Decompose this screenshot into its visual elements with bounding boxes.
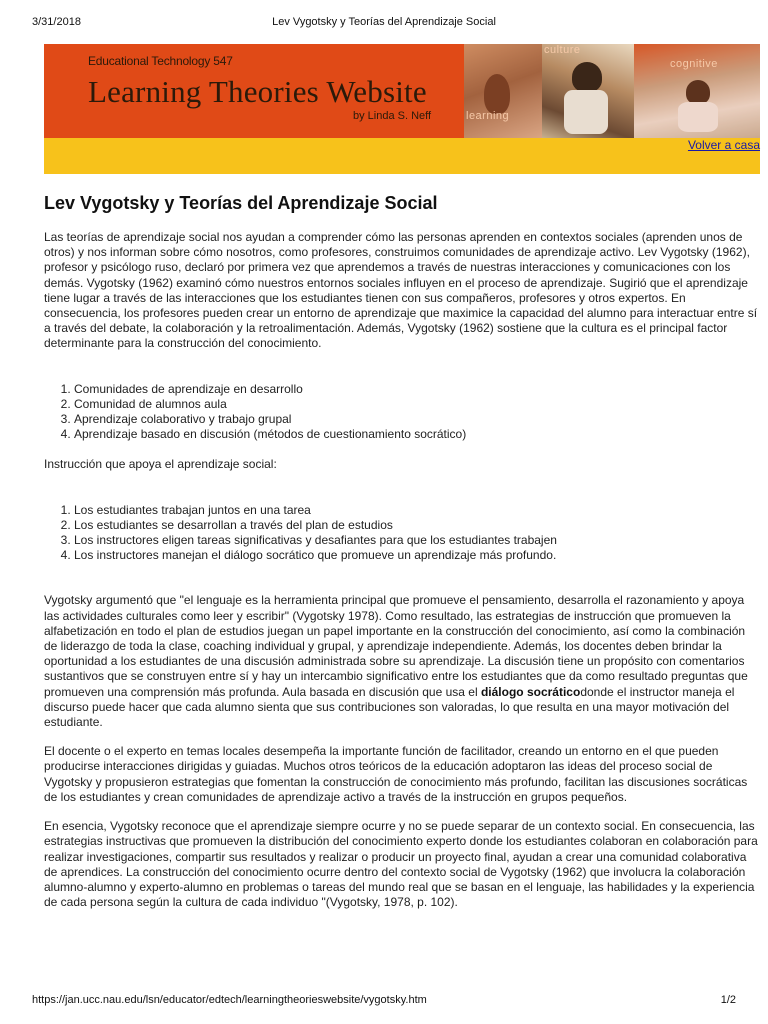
page-title: Lev Vygotsky y Teorías del Aprendizaje Social (44, 193, 438, 213)
site-banner (44, 44, 760, 138)
list-item: 4. Los instructores manejan el diálogo socrático que promueve un aprendizaje más profundo. (74, 548, 760, 563)
facilitator-paragraph: El docente o el experto en temas locales desempeña la importante función de facilitador, creando un entorno en el que pueden producirse interacciones dirigidas y guiadas. Muchos otros teóricos de la educación adoptaron las ideas del proceso social de Vygotsky y propusieron estrategias que fomentan la construcción de conocimiento más profundo, facilitan las discusiones socráticas de los estudiantes y crean comunidades de aprendizaje activo a través de la instrucción en grupos pequeños. (44, 744, 748, 804)
photo-word-learning: learning (466, 110, 510, 122)
intro-paragraph: Las teorías de aprendizaje social nos ayudan a comprender cómo las personas aprenden en contextos sociales (aprenden unos de otros) y nos informan sobre cómo nosotros, como profesores, construimos comunidades de aprendizaje activo. Lev Vygotsky (1962), profesor y psicólogo ruso, declaró por primera vez que aprendemos a través de nuestras interacciones y comunicaciones con los demás. Vygotsky (1962) examinó cómo nuestros entornos sociales influyen en el proceso de aprendizaje. Sugirió que el aprendizaje tiene lugar a través de las interacciones que los estudiantes tienen con sus compañeros, profesores y otros expertos. En consecuencia, los profesores pueden crear un entorno de aprendizaje que maximice la capacidad del alumno para interactuar entre sí a través del debate, la colaboración y la retroalimentación. Además, Vygotsky (1962) sostiene que la cultura es el principal factor determinante para la construcción del conocimiento. (44, 230, 758, 351)
list-item: 1. Los estudiantes trabajan juntos en una tarea (74, 503, 760, 518)
course-label: Educational Technology 547 (88, 54, 233, 68)
photo-culture (542, 44, 634, 138)
banner-photo-collage (464, 44, 760, 138)
print-url: https://jan.ucc.nau.edu/lsn/educator/edtech/learningtheorieswebsite/vygotsky.htm (32, 994, 427, 1006)
list-item: 1. Comunidades de aprendizaje en desarrollo (74, 382, 760, 397)
photo-learning (464, 44, 542, 138)
print-doc-title: Lev Vygotsky y Teorías del Aprendizaje Social (272, 16, 496, 28)
socratic-dialogue-bold: diálogo socrático (480, 684, 581, 699)
child-figure (564, 90, 608, 134)
print-page-number: 1/2 (720, 994, 736, 1006)
paragraph-text: Vygotsky argumentó que "el lenguaje es la herramienta principal que promueve el pensamiento, desarrolla el razonamiento y apoya las actividades culturales como leer y escribir" (Vygotsky 1978). Como resultado, las estrategias de instrucción que promueven la alfabetización en todo el plan de estudios juegan un papel importante en la construcción del conocimiento, así como la combinación de liderazgo de toda la clase, coaching individual y grupal, y aprendizaje independiente. Además, los docentes deben brindar la oportunidad a los estudiantes de una discusión administrada sobre su aprendizaje. La discusión tiene un propósito con comentarios sustantivos que se construyen entre sí y hay un intercambio significativo entre los estudiantes que da como resultado preguntas que promueven una comprensión más profunda. Aula basada en discusión que usa el (44, 593, 748, 699)
list-item: 3. Los instructores eligen tareas significativas y desafiantes para que los estudiantes trabajen (74, 533, 760, 548)
print-date: 3/31/2018 (32, 16, 81, 28)
photo-word-cognitive: cognitive (670, 58, 718, 70)
list-item: 2. Los estudiantes se desarrollan a través del plan de estudios (74, 518, 760, 533)
site-title: Learning Theories Website (88, 74, 427, 109)
learning-list (44, 382, 760, 443)
paragraph-text: donde el instructor maneja el discurso puede hacer que cada alumno sienta que sus contribuciones son valoradas, lo que resulta en una mayor motivación del estudiante. (44, 684, 735, 730)
home-link[interactable]: Volver a casa (687, 138, 760, 152)
author-credit: by Linda S. Neff (353, 110, 432, 122)
list-item: 4. Aprendizaje basado en discusión (métodos de cuestionamiento socrático) (74, 427, 760, 442)
nav-strip (44, 138, 760, 174)
instruction-heading: Instrucción que apoya el aprendizaje social: (44, 457, 277, 472)
child-figure (572, 62, 602, 92)
photo-word-culture: culture (544, 44, 581, 56)
conclusion-paragraph: En esencia, Vygotsky reconoce que el aprendizaje siempre ocurre y no se puede separar de un contexto social. En consecuencia, las estrategias instructivas que promueven la distribución del conocimiento experto donde los estudiantes colaboran en colaboración para realizar investigaciones, compartir sus resultados y realizar o producir un proyecto final, ayudan a crear una comunidad colaborativa de aprendices. La construcción del conocimiento ocurre dentro del contexto social de Vygotsky (1962) que involucra la colaboración alumno-alumno y experto-alumno en problemas o tareas del mundo real que se basan en el lenguaje, las habilidades y la experiencia de cada persona según la cultura de cada individuo "(Vygotsky, 1978, p. 102). (44, 819, 758, 910)
instruction-list (44, 503, 760, 564)
article-content (44, 190, 760, 910)
language-paragraph (44, 593, 760, 730)
list-item: 2. Comunidad de alumnos aula (74, 397, 760, 412)
list-item: 3. Aprendizaje colaborativo y trabajo grupal (74, 412, 760, 427)
